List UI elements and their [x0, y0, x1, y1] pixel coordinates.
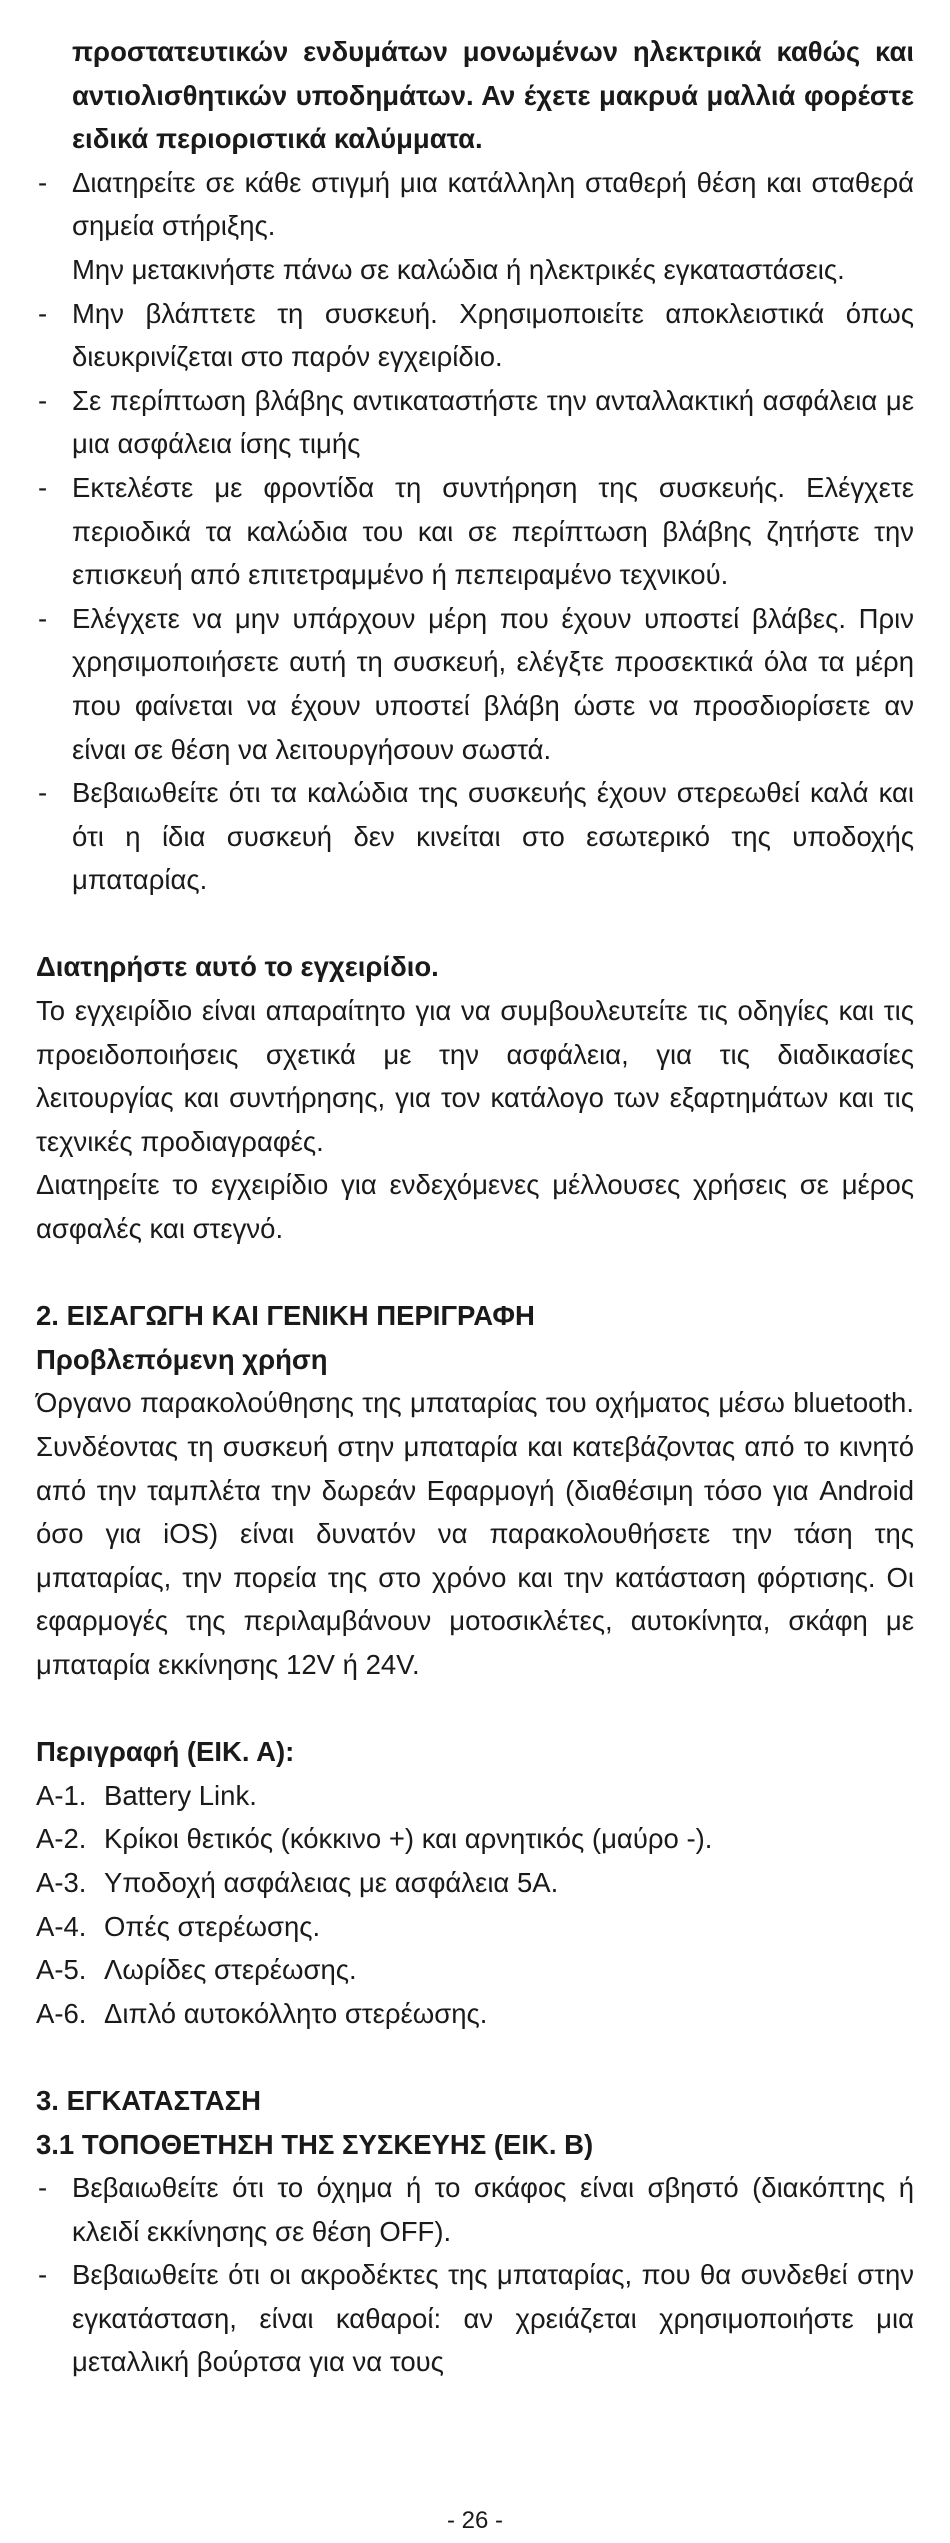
safety-item: - Διατηρείτε σε κάθε στιγμή μια κατάλληλη σταθερή θέση και σταθερά σημεία στήριξης.	[36, 161, 914, 248]
safety-list	[36, 161, 914, 902]
safety-item: - Σε περίπτωση βλάβης αντικαταστήστε την ανταλλακτική ασφάλεια με μια ασφάλεια ίσης τιμής	[36, 379, 914, 466]
keep-manual-heading: Διατηρήστε αυτό το εγχειρίδιο.	[36, 951, 439, 983]
section-3-1-title: 3.1 ΤΟΠΟΘΕΤΗΣΗ ΤΗΣ ΣΥΣΚΕΥΗΣ (ΕΙΚ. Β)	[36, 2128, 594, 2160]
list-item	[36, 1817, 914, 1861]
item-text: Λωρίδες στερέωσης.	[104, 1954, 357, 1986]
safety-item: Μην μετακινήστε πάνω σε καλώδια ή ηλεκτρικές εγκαταστάσεις.	[72, 253, 845, 285]
item-text: Διπλό αυτοκόλλητο στερέωσης.	[104, 1997, 488, 2029]
item-code: A-2.	[36, 1823, 87, 1855]
item-code: A-1.	[36, 1779, 87, 1811]
list-item	[36, 1905, 914, 1949]
list-item	[36, 1992, 914, 2036]
intended-use-heading: Προβλεπόμενη χρήση	[36, 1343, 328, 1375]
keep-manual-paragraph: Διατηρείτε το εγχειρίδιο για ενδεχόμενες μέλλουσες χρήσεις σε μέρος ασφαλές και στεγνό.	[36, 1169, 914, 1245]
safety-item: - Μην βλάπτετε τη συσκευή. Χρησιμοποιείτε αποκλειστικά όπως διευκρινίζεται στο παρόν εγχειρίδιο.	[36, 292, 914, 379]
item-text: Υποδοχή ασφάλειας με ασφάλεια 5A.	[104, 1866, 559, 1898]
manual-page	[36, 30, 914, 2384]
safety-item: - Εκτελέστε με φροντίδα τη συντήρηση της συσκευής. Ελέγχετε περιοδικά τα καλώδια του και σε περίπτωση βλάβης ζητήστε την επισκευή από επιτετραμμένο ή πεπειραμένο τεχνικού.	[36, 466, 914, 597]
item-text: Οπές στερέωσης.	[104, 1910, 321, 1942]
item-code: A-4.	[36, 1910, 87, 1942]
item-text: Κρίκοι θετικός (κόκκινο +) και αρνητικός (μαύρο -).	[104, 1823, 713, 1855]
item-code: A-5.	[36, 1954, 87, 1986]
page-number: - 26 -	[446, 2507, 503, 2534]
section-2-title: 2. ΕΙΣΑΓΩΓΗ ΚΑΙ ΓΕΝΙΚΗ ΠΕΡΙΓΡΑΦΗ	[36, 1300, 535, 1332]
list-item	[36, 1774, 914, 1818]
section-3-title: 3. ΕΓΚΑΤΑΣΤΑΣΗ	[36, 2084, 261, 2116]
safety-item: - Ελέγχετε να μην υπάρχουν μέρη που έχουν υποστεί βλάβες. Πριν χρησιμοποιήσετε αυτή τη συσκευή, ελέγξτε προσεκτικά όλα τα μέρη που φαίνεται να έχουν υποστεί βλάβη ώστε να προσδιορίσετε αν είναι σε θέση να λειτουργήσουν σωστά.	[36, 597, 914, 771]
keep-manual-paragraph: Το εγχειρίδιο είναι απαραίτητο για να συμβουλευτείτε τις οδηγίες και τις προειδοποιήσεις σχετικά με την ασφάλεια, για τις διαδικασίες λειτουργίας και συντήρησης, για τον κατάλογο των εξαρτημάτων και τις τεχνικές προδιαγραφές.	[36, 995, 914, 1157]
intended-use-paragraph: Όργανο παρακολούθησης της μπαταρίας του οχήματος μέσω bluetooth. Συνδέοντας τη συσκευή στην μπαταρία και κατεβάζοντας από το κινητό από την ταμπλέτα την δωρεάν Εφαρμογή (διαθέσιμη τόσο για Android όσο για iOS) είναι δυνατόν να παρακολουθήσετε την τάση της μπαταρίας, την πορεία της στο χρόνο και την κατάσταση φόρτισης. Οι εφαρμογές της περιλαμβάνουν μοτοσικλέτες, αυτοκίνητα, σκάφη με μπαταρία εκκίνησης 12V ή 24V.	[36, 1387, 914, 1680]
description-heading: Περιγραφή (ΕΙΚ. Α):	[36, 1736, 295, 1768]
installation-item: - Βεβαιωθείτε ότι το όχημα ή το σκάφος είναι σβηστό (διακόπτης ή κλειδί εκκίνησης σε θέση OFF).	[36, 2166, 914, 2253]
list-item	[36, 1948, 914, 1992]
safety-item: - Βεβαιωθείτε ότι τα καλώδια της συσκευής έχουν στερεωθεί καλά και ότι η ίδια συσκευή δεν κινείται στο εσωτερικό της υποδοχής μπαταρίας.	[36, 771, 914, 902]
list-item	[36, 1861, 914, 1905]
item-code: A-3.	[36, 1866, 87, 1898]
item-code: A-6.	[36, 1997, 87, 2029]
item-text: Battery Link.	[104, 1779, 257, 1811]
intro-bold-paragraph: προστατευτικών ενδυμάτων μονωμένων ηλεκτρικά καθώς και αντιολισθητικών υποδημάτων. Αν έχετε μακρυά μαλλιά φορέστε ειδικά περιοριστικά καλύμματα.	[72, 36, 914, 155]
description-list	[36, 1774, 914, 2036]
installation-item: - Βεβαιωθείτε ότι οι ακροδέκτες της μπαταρίας, που θα συνδεθεί στην εγκατάσταση, είναι καθαροί: αν χρειάζεται χρησιμοποιήστε μια μεταλλική βούρτσα για να τους	[36, 2253, 914, 2384]
installation-list	[36, 2166, 914, 2384]
